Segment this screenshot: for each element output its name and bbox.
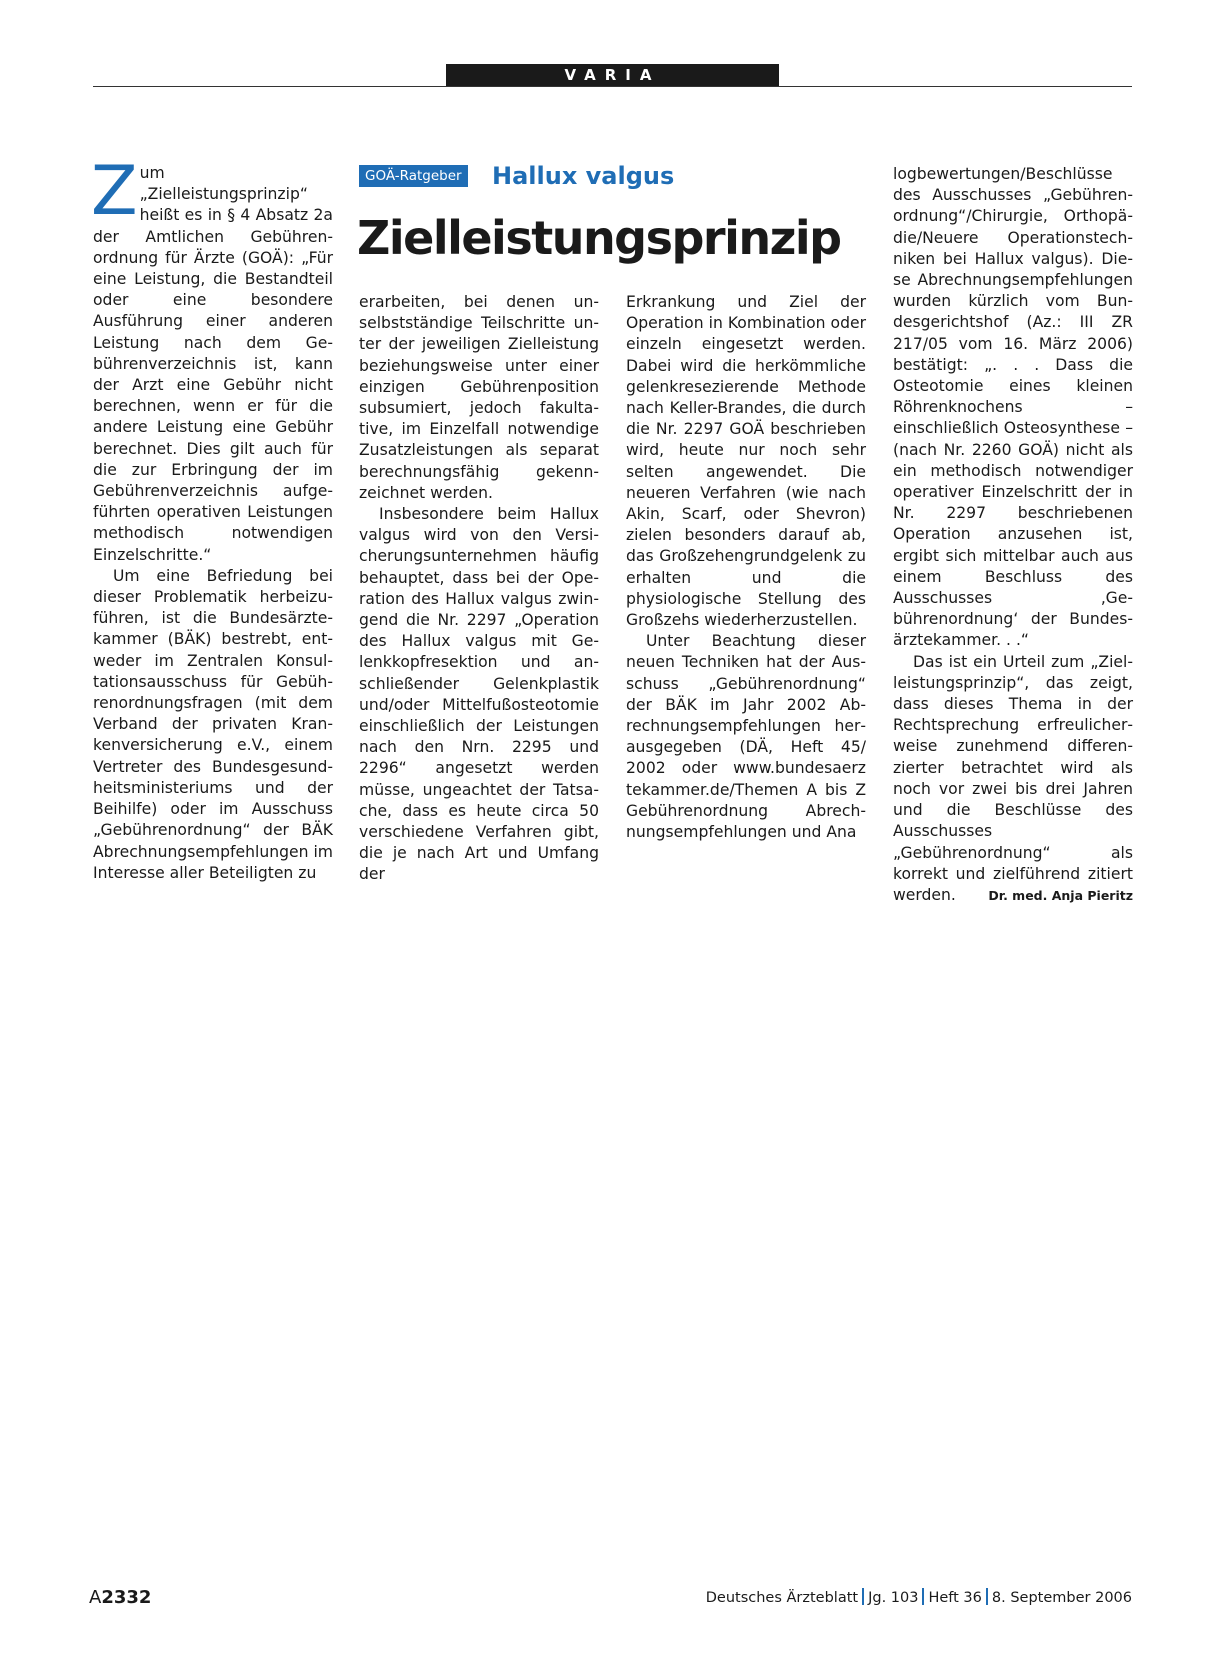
issue: Heft 36 xyxy=(928,1590,982,1606)
paragraph xyxy=(893,652,1133,906)
paragraph: erarbeiten, bei denen unselbstständige Teilschritte unter der jeweiligen Zielleistung beziehungsweise unter einer einzigen Gebührenposition subsumiert, jedoch fakultative, im Einzelfall notwendige Zusatzleistungen als separat berechnungsfähig gekennzeichnet werden. xyxy=(359,293,599,502)
journal-name: Deutsches Ärzteblatt xyxy=(705,1590,859,1606)
kicker-title: Hallux valgus xyxy=(492,162,675,190)
paragraph: Erkrankung und Ziel der Operation in Kombination oder einzeln eingesetzt werden. Dabei wird die herkömmliche gelenkresezierende Methode nach Keller-Brandes, die durch die Nr. 2297 GOÄ beschrieben wird, heute nur noch sehr selten angewendet. Die neueren Verfahren (wie nach Akin, Scarf, oder Shevron) zielen besonders darauf ab, das Großzehengrundgelenk zu erhalten und die physiologische Stellung des Großzehs wiederherzustellen. xyxy=(626,293,866,630)
drop-cap: Z xyxy=(91,152,138,231)
author-byline: Dr. med. Anja Pieritz xyxy=(988,887,1133,903)
section-label: VARIA xyxy=(446,64,779,86)
separator xyxy=(862,1588,864,1605)
text-column-3 xyxy=(626,292,866,843)
text-column-4 xyxy=(893,164,1133,906)
paragraph-text: Das ist ein Urteil zum „Zielleistungsprinzip“, das zeigt, dass dieses Thema in der Rechtsprechung erfreulicherweise zunehmend differenzierter betrachtet wird als noch vor zwei bis drei Jahren und die Beschlüsse des Ausschusses „Gebührenordnung“ als korrekt und zielführend zitiert werden. xyxy=(893,652,1133,904)
paragraph: Insbesondere beim Hallux valgus wird von den Versicherungsunternehmen häufig behauptet, dass bei der Operation des Hallux valgus zwingend die Nr. 2297 „Operation des Hallux valgus mit Gelenkkopfresektion und anschließender Gelenkplastik und/oder Mittelfußosteotomie einschließlich der Leistungen nach den Nrn. 2295 und 2296“ angesetzt werden müsse, ungeachtet der Tatsache, dass es heute circa 50 verschiedene Verfahren gibt, die je nach Art und Umfang der xyxy=(359,505,599,884)
separator xyxy=(922,1588,924,1605)
volume: Jg. 103 xyxy=(868,1590,919,1606)
paragraph: um „Zielleistungsprinzip“ heißt es in § 4 Absatz 2a der Amtlichen Gebührenordnung für Ärzte (GOÄ): „Für eine Leistung, die Bestandteil oder eine besondere Ausführung einer anderen Leistung nach dem Gebührenverzeichnis ist, kann der Arzt eine Gebühr nicht berechnen, wenn er für die andere Leistung eine Gebühr berechnet. Dies gilt auch für die zur Erbringung der im Gebührenverzeichnis aufgeführten operativen Leistungen methodisch notwendigen Einzelschritte.“ xyxy=(93,164,333,564)
publication-footer xyxy=(706,1588,1132,1608)
text-column-1 xyxy=(91,152,333,884)
text-column-2 xyxy=(359,292,599,886)
page-prefix: A xyxy=(89,1587,102,1608)
paragraph: logbewertungen/Beschlüsse des Ausschusses „Gebührenordnung“/Chirurgie, Orthopädie/Neuere Operationstechniken bei Hallux valgus). Diese Abrechnungsempfehlungen wurden kürzlich vom Bundesgerichtshof (Az.: III ZR 217/05 vom 16. März 2006) bestätigt: „. . . Dass die Osteotomie eines kleinen Röhrenknochens – einschließlich Osteosynthese – (nach Nr. 2260 GOÄ) nicht als ein methodisch notwendiger operativer Einzelschritt der in Nr. 2297 beschriebenen Operation anzusehen ist, ergibt sich mittelbar auch aus einem Beschluss des Ausschusses ‚Gebührenordnung‘ der Bundesärztekammer. . .“ xyxy=(893,165,1133,650)
issue-date: 8. September 2006 xyxy=(991,1590,1132,1606)
article-headline: Zielleistungsprinzip xyxy=(357,211,841,265)
page-number xyxy=(89,1586,151,1610)
paragraph: Unter Beachtung dieser neuen Techniken hat der Ausschuss „Gebührenordnung“ der BÄK im Jahr 2002 Abrechnungsempfehlungen herausgegeben (DÄ, Heft 45/ 2002 oder www.bundesaerz tekammer.de/Themen A bis Z Gebührenordnung Abrechnungsempfehlungen und Ana xyxy=(626,632,866,842)
page-number-value: 2332 xyxy=(101,1587,152,1608)
separator xyxy=(986,1588,988,1605)
paragraph: Um eine Befriedung bei dieser Problematik herbeizuführen, ist die Bundesärztekammer (BÄK) bestrebt, entweder im Zentralen Konsultationsausschuss für Gebührenordnungsfragen (mit dem Verband der privaten Krankenversicherung e.V., einem Vertreter des Bundesgesundheitsministeriums und der Beihilfe) oder im Ausschuss „Gebührenordnung“ der BÄK Abrechnungsempfehlungen im Interesse aller Beteiligten zu xyxy=(93,566,333,882)
kicker-badge: GOÄ-Ratgeber xyxy=(359,165,468,187)
header-rule xyxy=(93,86,1132,87)
